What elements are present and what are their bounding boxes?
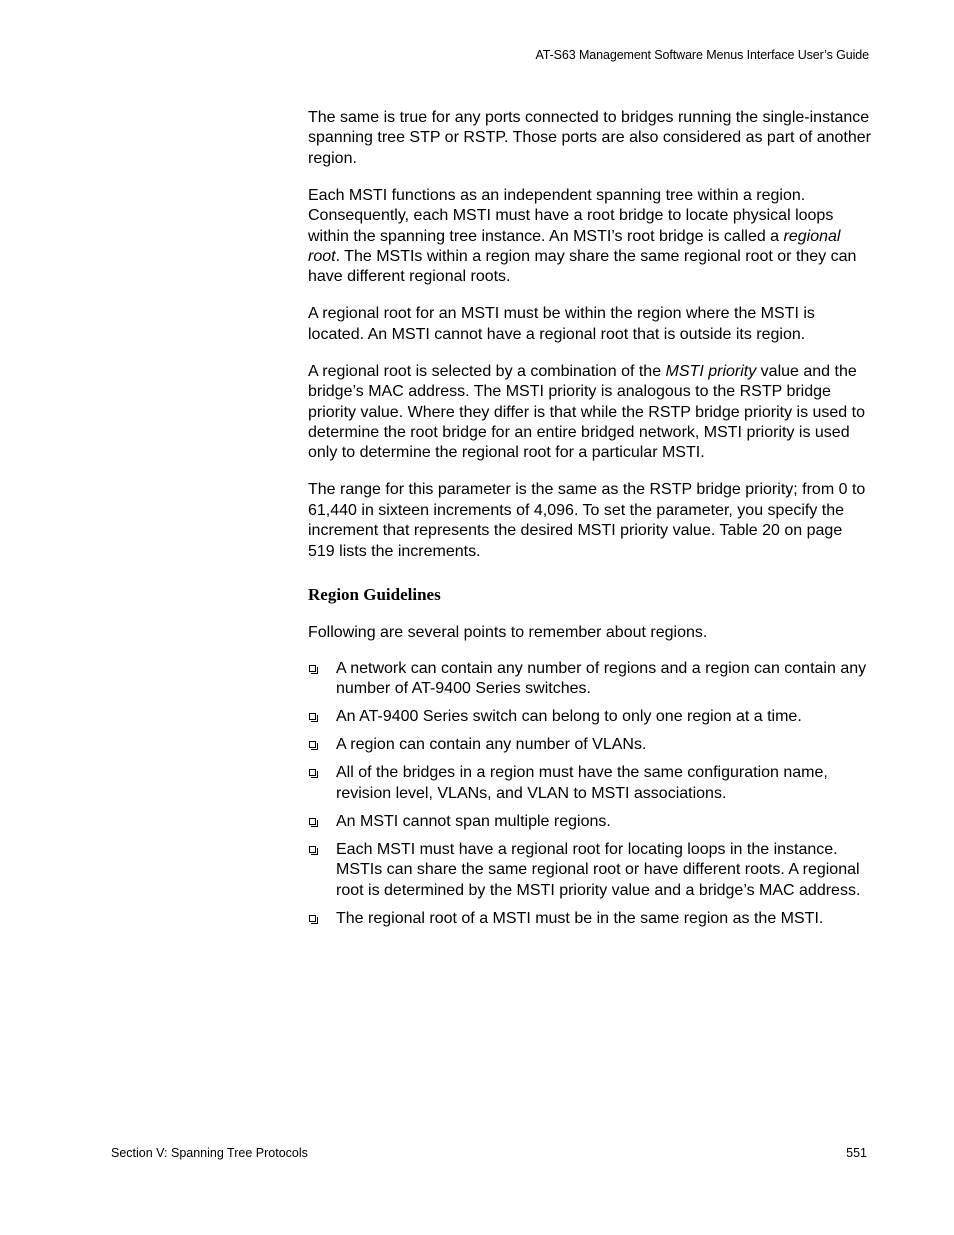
- main-content: [308, 108, 873, 937]
- running-header: AT-S63 Management Software Menus Interface User’s Guide: [535, 48, 869, 62]
- paragraph-1: The same is true for any ports connected to bridges running the single-instance spanning tree STP or RSTP. Those ports are also considered as part of another region.: [308, 109, 871, 167]
- paragraph-3: A regional root for an MSTI must be within the region where the MSTI is located. An MSTI cannot have a regional root that is outside its region.: [308, 305, 815, 343]
- paragraph-4: [308, 362, 873, 464]
- list-item-text: A region can contain any number of VLANs.: [336, 736, 647, 754]
- paragraph-5: The range for this parameter is the same as the RSTP bridge priority; from 0 to 61,440 in sixteen increments of 4,096. To set the parameter, you specify the increment that represents the desired MSTI priority value. Table 20 on page 519 lists the increments.: [308, 481, 866, 560]
- page-number: 551: [846, 1146, 867, 1160]
- paragraph-4-text-a: A regional root is selected by a combination of the: [308, 362, 666, 380]
- list-item: [308, 812, 873, 832]
- checkbox-bullet-icon: [309, 741, 316, 748]
- checkbox-bullet-icon: [309, 818, 316, 825]
- checkbox-bullet-icon: [309, 769, 316, 776]
- paragraph-4-text-b: value and the bridge’s MAC address. The MSTI priority is analogous to the RSTP bridge priority value. Where they differ is that while the RSTP bridge priority is used to determine the root bridge for an entire bridged network, MSTI priority is used only to determine the regional root for a particular MSTI.: [308, 362, 865, 462]
- paragraph-2-text-a: Each MSTI functions as an independent spanning tree within a region. Consequently, each MSTI must have a root bridge to locate physical loops within the spanning tree instance. An MSTI’s root bridge is called a: [308, 186, 834, 245]
- term-msti-priority: MSTI priority: [665, 362, 757, 380]
- checkbox-bullet-icon: [309, 713, 316, 720]
- term-regional-root: regional root: [308, 227, 841, 266]
- checkbox-bullet-icon: [309, 915, 316, 922]
- paragraph-2: [308, 186, 873, 288]
- list-item: [308, 659, 873, 700]
- section-heading: Region Guidelines: [308, 585, 441, 605]
- list-item: [308, 763, 873, 804]
- list-item-text: Each MSTI must have a regional root for locating loops in the instance. MSTIs can share the same regional root or have different roots. A regional root is determined by the MSTI priority value and a bridge’s MAC address.: [336, 840, 861, 899]
- list-item: [308, 735, 873, 755]
- list-item: [308, 909, 873, 929]
- guidelines-list: [308, 659, 873, 929]
- section-lead: Following are several points to remember about regions.: [308, 623, 708, 641]
- list-item-text: All of the bridges in a region must have the same configuration name, revision level, VLANs, and VLAN to MSTI associations.: [336, 764, 828, 802]
- list-item-text: An MSTI cannot span multiple regions.: [336, 812, 611, 830]
- paragraph-2-text-b: . The MSTIs within a region may share the same regional root or they can have different regional roots.: [308, 248, 857, 286]
- footer-section-title: Section V: Spanning Tree Protocols: [111, 1146, 308, 1160]
- list-item-text: An AT-9400 Series switch can belong to only one region at a time.: [336, 708, 802, 726]
- list-item-text: A network can contain any number of regions and a region can contain any number of AT-9400 Series switches.: [336, 659, 867, 698]
- list-item: [308, 707, 873, 727]
- checkbox-bullet-icon: [309, 665, 316, 672]
- checkbox-bullet-icon: [309, 846, 316, 853]
- list-item: [308, 840, 873, 901]
- list-item-text: The regional root of a MSTI must be in the same region as the MSTI.: [336, 909, 824, 927]
